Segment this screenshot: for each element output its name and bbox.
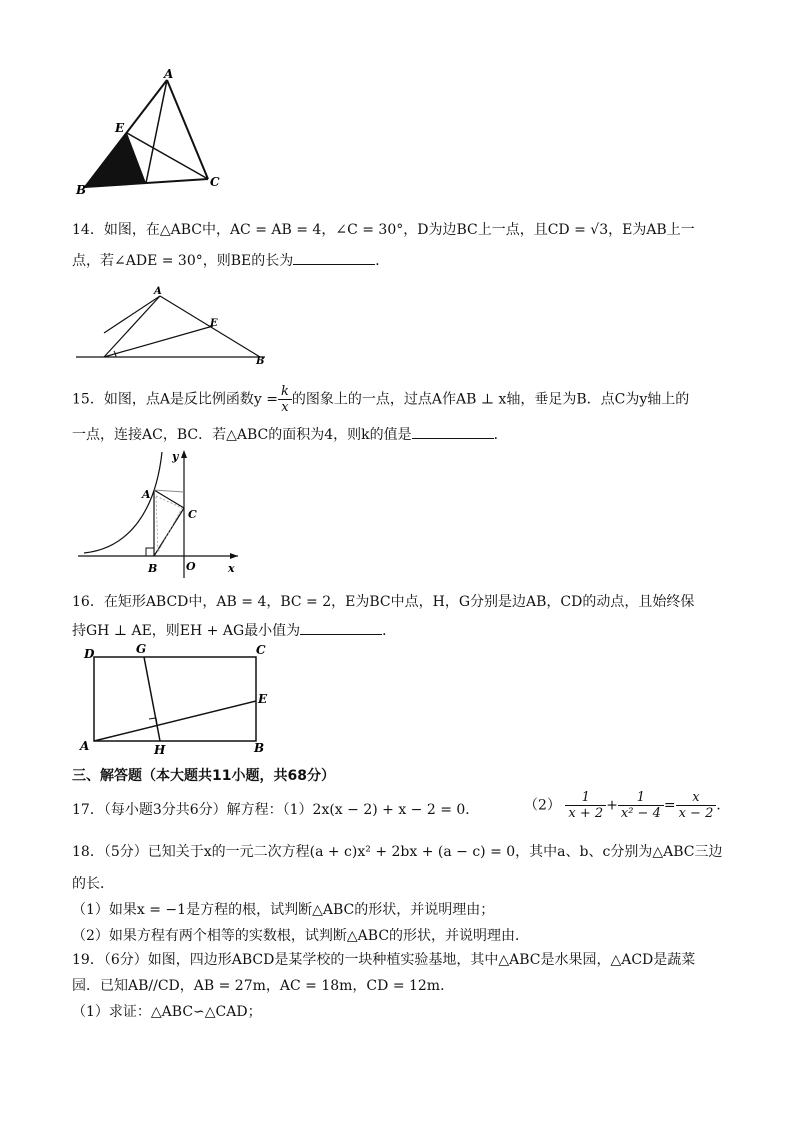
fig16-label-c: C bbox=[256, 643, 266, 657]
figure-13 bbox=[70, 62, 230, 202]
q14-line2-text: 点，若∠ADE = 30°，则BE的长为 bbox=[72, 253, 294, 269]
q15-line1-text: 15．如图，点A是反比例函数y = bbox=[72, 391, 279, 408]
q16-line2-end: ． bbox=[382, 623, 397, 639]
fig16-label-e: E bbox=[258, 692, 268, 706]
q17-f3-den: x − 2 bbox=[678, 806, 714, 821]
q17-part2 bbox=[524, 790, 730, 821]
q17-fraction-3 bbox=[676, 790, 717, 821]
q19-line2: 园．已知AB//CD，AB = 27m，AC = 18m，CD = 12m． bbox=[72, 978, 455, 994]
q17-f1-num: 1 bbox=[565, 790, 606, 806]
q16-line2-text: 持GH ⊥ AE，则EH + AG最小值为 bbox=[72, 623, 301, 639]
fig15-label-x: x bbox=[228, 562, 235, 575]
fig16-label-b: B bbox=[254, 741, 265, 755]
fig16-label-h: H bbox=[154, 743, 166, 757]
fig14-label-a: A bbox=[154, 286, 162, 297]
q17-end: ． bbox=[716, 797, 731, 814]
q15-line1-rest: 的图象上的一点，过点A作AB ⊥ x轴，垂足为B．点C为y轴上的 bbox=[291, 391, 690, 408]
q15-line2-text: 一点，连接AC，BC．若△ABC的面积为4，则k的值是 bbox=[72, 427, 412, 443]
q15-line2-end: ． bbox=[493, 427, 508, 443]
q15-line1 bbox=[72, 384, 689, 415]
fig13-label-b: B bbox=[76, 183, 87, 197]
q14-answer-blank[interactable] bbox=[293, 250, 375, 265]
q16-answer-blank[interactable] bbox=[300, 620, 382, 635]
fig15-label-o: O bbox=[186, 560, 196, 573]
q18-sub2: （2）如果方程有两个相等的实数根，试判断△ABC的形状，并说明理由． bbox=[72, 928, 530, 944]
q15-answer-blank[interactable] bbox=[412, 424, 494, 439]
figure-15 bbox=[76, 448, 246, 580]
q18-sub1: （1）如果x = −1是方程的根，试判断△ABC的形状，并说明理由； bbox=[72, 902, 495, 918]
fig14-label-e: E bbox=[210, 318, 218, 329]
q17-f2-num: 1 bbox=[618, 790, 664, 806]
q17-f3-num: x bbox=[676, 790, 717, 806]
section-heading: 三、解答题（本大题共11小题，共68分） bbox=[72, 768, 335, 784]
fig15-label-y: y bbox=[172, 450, 179, 463]
q17-part1: 17．（每小题3分共6分）解方程：（1）2x(x − 2) + x − 2 = 0． bbox=[72, 802, 480, 818]
q16-line1: 16．在矩形ABCD中，AB = 4，BC = 2，E为BC中点，H，G分别是边AB，CD的动点，且始终保 bbox=[72, 594, 695, 610]
fig15-label-b: B bbox=[148, 562, 158, 575]
fig16-label-d: D bbox=[84, 647, 95, 661]
q17-fraction-2 bbox=[618, 790, 664, 821]
q15-line2 bbox=[72, 424, 508, 445]
fig16-label-a: A bbox=[80, 739, 90, 753]
q17-f1-den: x + 2 bbox=[568, 806, 604, 821]
q17-equals: = bbox=[663, 797, 676, 814]
fig16-label-g: G bbox=[136, 642, 147, 656]
q15-frac-den: x bbox=[281, 400, 289, 415]
q19-line1: 19．（6分）如图，四边形ABCD是某学校的一块种植实验基地，其中△ABC是水果园，△ACD是蔬菜 bbox=[72, 952, 696, 968]
figure-16 bbox=[76, 640, 276, 758]
q18-line1: 18．（5分）已知关于x的一元二次方程(a + c)x² + 2bx + (a − c) = 0，其中a、b、c分别为△ABC三边 bbox=[72, 844, 723, 860]
fig13-label-c: C bbox=[210, 175, 220, 189]
fig13-label-e: E bbox=[115, 121, 125, 135]
fig15-label-c: C bbox=[188, 508, 197, 521]
q15-frac-num: k bbox=[278, 384, 292, 400]
q15-fraction bbox=[278, 384, 292, 415]
q17-part2-label: （2） bbox=[524, 797, 561, 814]
q18-line2: 的长． bbox=[72, 876, 114, 892]
q16-line2 bbox=[72, 620, 396, 641]
q17-plus: + bbox=[606, 797, 618, 814]
q17-fraction-1 bbox=[565, 790, 606, 821]
fig14-label-b: B bbox=[256, 356, 265, 364]
q14-line2 bbox=[72, 250, 389, 271]
fig13-label-a: A bbox=[164, 67, 174, 81]
q14-line2-end: ． bbox=[375, 253, 390, 269]
q19-sub1: （1）求证：△ABC∽△CAD； bbox=[72, 1004, 262, 1020]
q14-line1: 14．如图，在△ABC中，AC = AB = 4，∠C = 30°，D为边BC上一点，且CD = √3，E为AB上一 bbox=[72, 222, 695, 238]
q17-f2-den: x² − 4 bbox=[620, 806, 661, 821]
shaded-triangle bbox=[85, 133, 146, 187]
fig15-label-a: A bbox=[142, 488, 151, 501]
figure-14 bbox=[70, 282, 275, 364]
